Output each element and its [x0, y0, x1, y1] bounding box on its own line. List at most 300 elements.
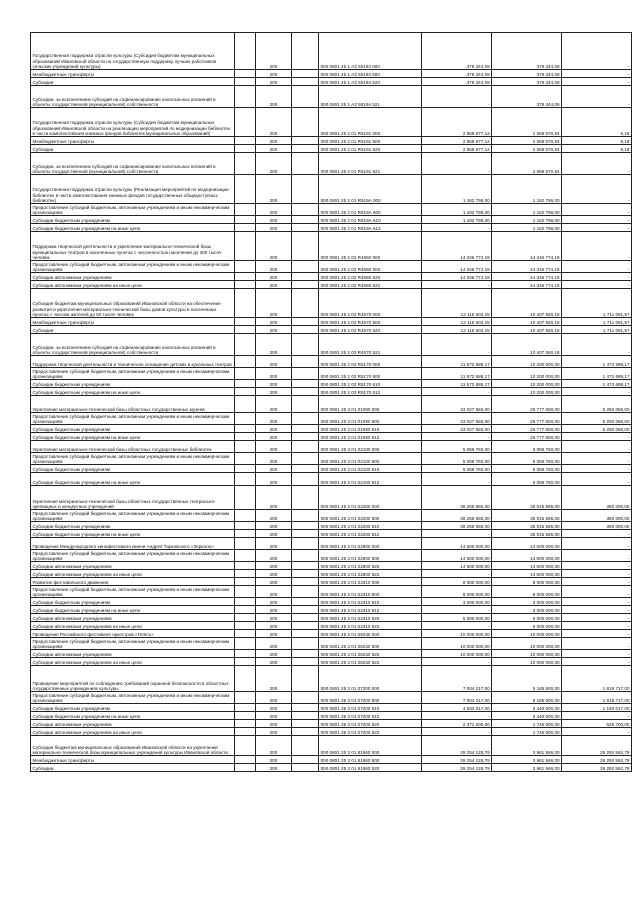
budget-classification-code-cell: 000 0801 25 3 01 02200 600	[319, 510, 422, 522]
empty-cell	[235, 78, 255, 86]
line-code-cell: 200	[255, 70, 292, 78]
expense-name-cell: Государственная поддержка отрасли культуры (Субсидия бюджетам муниципальных образований Ивановской области на реализацию мероприятий по модернизации библиотек в части комплектования книжных фондов библиотек муниципальных образований)	[31, 108, 235, 137]
empty-cell	[235, 510, 255, 522]
table-row	[31, 666, 632, 692]
empty-cell	[292, 630, 319, 638]
table-row	[31, 441, 632, 453]
budget-classification-code-cell: 000 0801 25 3 01 03310 610	[319, 598, 422, 606]
expense-name-cell: Предоставление субсидий бюджетным, автономным учреждениям и иным некоммерческим организациям	[31, 413, 235, 425]
budget-classification-code-cell: 000 0801 25 3 01 07200 612	[319, 712, 422, 720]
executed-amount-cell: 3 961 566,00	[492, 756, 562, 764]
unexecuted-amount-cell: 1 472 688,17	[562, 356, 632, 368]
unexecuted-amount-cell: -	[562, 453, 632, 465]
empty-cell	[235, 630, 255, 638]
approved-amount-cell: 36 265 665,00	[422, 510, 492, 522]
executed-amount-cell: 5 059 760,00	[492, 465, 562, 473]
budget-classification-code-cell: 000 0801 25 3 01 07200 622	[319, 728, 422, 736]
budget-classification-code-cell: 000 0801 25 3 01 02800 600	[319, 550, 422, 562]
budget-classification-code-cell: 000 0801 25 3 01 81960 000	[319, 736, 422, 756]
empty-cell	[235, 650, 255, 658]
executed-amount-cell: 3 961 566,00	[492, 764, 562, 772]
expense-name-cell: Субсидии бюджетным учреждениям на иные цели	[31, 433, 235, 441]
table-row	[31, 396, 632, 413]
expense-name-cell: Субсидия бюджетам муниципальных образований Ивановской области на укрепление материально-технической базы муниципальных учреждений культуры Ивановской области	[31, 736, 235, 756]
budget-classification-code-cell: 000 0801 25 3 01 02200 000	[319, 486, 422, 510]
unexecuted-amount-cell: -	[562, 273, 632, 281]
approved-amount-cell: -	[422, 388, 492, 396]
unexecuted-amount-cell: -	[562, 570, 632, 578]
expense-name-cell: Государственная поддержка отрасли культуры (Реализация мероприятий по модернизации библиотек в части комплектования книжных фондов государственных общедоступных библиотек)	[31, 175, 235, 204]
empty-cell	[235, 522, 255, 530]
table-row	[31, 289, 632, 318]
unexecuted-amount-cell: -	[562, 562, 632, 570]
line-code-cell: 200	[255, 356, 292, 368]
unexecuted-amount-cell: 1 472 688,17	[562, 368, 632, 380]
empty-cell	[292, 425, 319, 433]
unexecuted-amount-cell: 1 818 717,00	[562, 692, 632, 704]
approved-amount-cell: 1 182 796,00	[422, 175, 492, 204]
approved-amount-cell: 14 600 000,00	[422, 538, 492, 550]
table-row	[31, 638, 632, 650]
budget-classification-code-cell: 000 0801 25 3 01 01090 612	[319, 433, 422, 441]
table-row	[31, 465, 632, 473]
expense-name-cell: Государственная поддержка отрасли культуры (Субсидия бюджетам муниципальных образований Ивановской области на государственную поддержку лучших работников сельских учреждений культуры)	[31, 33, 235, 70]
table-row	[31, 658, 632, 666]
line-code-cell: 200	[255, 153, 292, 175]
empty-cell	[292, 70, 319, 78]
empty-cell	[292, 261, 319, 273]
approved-amount-cell: -	[422, 86, 492, 108]
approved-amount-cell: 1 182 796,00	[422, 204, 492, 216]
empty-cell	[292, 78, 319, 86]
empty-cell	[235, 289, 255, 318]
executed-amount-cell: 14 346 774,19	[492, 273, 562, 281]
table-row	[31, 368, 632, 380]
empty-cell	[292, 281, 319, 289]
line-code-cell: 200	[255, 473, 292, 486]
approved-amount-cell: 36 265 665,00	[422, 522, 492, 530]
empty-cell	[292, 204, 319, 216]
empty-cell	[292, 368, 319, 380]
table-row	[31, 473, 632, 486]
unexecuted-amount-cell: -	[562, 622, 632, 630]
expense-name-cell: Межбюджетные трансферты	[31, 137, 235, 145]
unexecuted-amount-cell: -	[562, 650, 632, 658]
expense-name-cell: Субсидии автономным учреждениям на иные цели	[31, 281, 235, 289]
table-row	[31, 522, 632, 530]
empty-cell	[235, 614, 255, 622]
empty-cell	[235, 413, 255, 425]
table-row	[31, 232, 632, 261]
approved-amount-cell: 7 004 217,00	[422, 692, 492, 704]
expense-name-cell: Субсидии автономным учреждениям на иные цели	[31, 658, 235, 666]
line-code-cell: 200	[255, 441, 292, 453]
expense-name-cell: Предоставление субсидий бюджетным, автономным учреждениям и иным некоммерческим организациям	[31, 586, 235, 598]
expense-name-cell: Предоставление субсидий бюджетным, автономным учреждениям и иным некоммерческим организациям	[31, 638, 235, 650]
empty-cell	[292, 736, 319, 756]
executed-amount-cell: 14 600 000,00	[492, 550, 562, 562]
executed-amount-cell: 5 000 000,00	[492, 614, 562, 622]
executed-amount-cell: 10 200 000,00	[492, 356, 562, 368]
expense-name-cell: Субсидии бюджетным учреждениям на иные цели	[31, 473, 235, 486]
unexecuted-amount-cell: -	[562, 530, 632, 538]
unexecuted-amount-cell: -	[562, 334, 632, 356]
line-code-cell: 200	[255, 145, 292, 153]
line-code-cell: 200	[255, 465, 292, 473]
budget-classification-code-cell: 000 0801 25 3 01 02200 612	[319, 530, 422, 538]
expense-name-cell: Субсидии бюджетным учреждениям	[31, 425, 235, 433]
executed-amount-cell: 1 182 796,00	[492, 224, 562, 232]
approved-amount-cell: 33 027 666,00	[422, 396, 492, 413]
approved-amount-cell: 10 000 000,00	[422, 630, 492, 638]
expense-name-cell: Субсидии бюджетным учреждениям на иные цели	[31, 606, 235, 614]
empty-cell	[235, 578, 255, 586]
executed-amount-cell: 3 440 000,00	[492, 704, 562, 712]
line-code-cell: 200	[255, 232, 292, 261]
empty-cell	[292, 388, 319, 396]
budget-classification-code-cell: 000 0801 25 3 01 01090 600	[319, 413, 422, 425]
line-code-cell: 200	[255, 570, 292, 578]
empty-cell	[235, 396, 255, 413]
line-code-cell: 200	[255, 318, 292, 326]
executed-amount-cell: 378 344,09	[492, 70, 562, 78]
table-row	[31, 570, 632, 578]
table-row	[31, 70, 632, 78]
empty-cell	[292, 606, 319, 614]
empty-cell	[292, 756, 319, 764]
approved-amount-cell: 2 659 677,12	[422, 108, 492, 137]
empty-cell	[235, 224, 255, 232]
executed-amount-cell: 26 777 600,00	[492, 425, 562, 433]
unexecuted-amount-cell: 350 000,00	[562, 522, 632, 530]
budget-classification-code-cell: 000 0801 25 3 01 02100 600	[319, 453, 422, 465]
approved-amount-cell: 2 659 677,12	[422, 145, 492, 153]
expense-name-cell: Субсидии автономным учреждениям на иные цели	[31, 728, 235, 736]
table-row	[31, 425, 632, 433]
unexecuted-amount-cell: 6,18	[562, 137, 632, 145]
table-row	[31, 622, 632, 630]
empty-cell	[235, 570, 255, 578]
executed-amount-cell: 26 777 600,00	[492, 433, 562, 441]
table-row	[31, 586, 632, 598]
executed-amount-cell: 10 200 000,00	[492, 380, 562, 388]
approved-amount-cell: 8 000 000,00	[422, 578, 492, 586]
line-code-cell: 200	[255, 720, 292, 728]
line-code-cell: 200	[255, 326, 292, 334]
empty-cell	[292, 380, 319, 388]
approved-amount-cell: 12 118 602,15	[422, 289, 492, 318]
empty-cell	[292, 153, 319, 175]
expense-name-cell: Укрепление материально-технической базы областных государственных библиотек	[31, 441, 235, 453]
expense-name-cell: Укрепление материально-технической базы областных государственных театрально-зрелищных и концертных учреждений	[31, 486, 235, 510]
line-code-cell: 200	[255, 666, 292, 692]
approved-amount-cell: 14 346 774,19	[422, 261, 492, 273]
approved-amount-cell: 11 672 688,17	[422, 356, 492, 368]
budget-classification-code-cell: 000 0801 25 2 01 R519А 000	[319, 175, 422, 204]
approved-amount-cell: 14 346 774,19	[422, 232, 492, 261]
budget-classification-code-cell: 000 0801 25 1 А2 55194 520	[319, 78, 422, 86]
budget-classification-code-cell: 000 0801 25 3 01 02100 000	[319, 441, 422, 453]
table-row	[31, 562, 632, 570]
unexecuted-amount-cell: -	[562, 441, 632, 453]
expense-name-cell: Субсидии, за исключением субсидий на софинансирование капитальных вложений в объекты государственной (муниципальной) собственности	[31, 334, 235, 356]
unexecuted-amount-cell: 6,18	[562, 108, 632, 137]
empty-cell	[292, 413, 319, 425]
executed-amount-cell: 10 200 000,00	[492, 368, 562, 380]
line-code-cell: 200	[255, 756, 292, 764]
empty-cell	[292, 764, 319, 772]
unexecuted-amount-cell: -	[562, 473, 632, 486]
executed-amount-cell: 3 000 000,00	[492, 598, 562, 606]
unexecuted-amount-cell: 1 711 051,97	[562, 318, 632, 326]
executed-amount-cell: 35 915 665,00	[492, 522, 562, 530]
line-code-cell: 200	[255, 658, 292, 666]
expense-name-cell: Предоставление субсидий бюджетным, автономным учреждениям и иным некоммерческим организациям	[31, 261, 235, 273]
table-row	[31, 145, 632, 153]
empty-cell	[235, 453, 255, 465]
expense-name-cell: Субсидии	[31, 145, 235, 153]
approved-amount-cell: 10 000 000,00	[422, 638, 492, 650]
empty-cell	[292, 666, 319, 692]
empty-cell	[235, 736, 255, 756]
empty-cell	[235, 137, 255, 145]
approved-amount-cell: -	[422, 433, 492, 441]
table-row	[31, 606, 632, 614]
empty-cell	[235, 273, 255, 281]
table-row	[31, 175, 632, 204]
line-code-cell: 200	[255, 368, 292, 380]
empty-cell	[235, 692, 255, 704]
approved-amount-cell: -	[422, 224, 492, 232]
expense-name-cell: Субсидии бюджетным учреждениям	[31, 216, 235, 224]
executed-amount-cell: 1 745 500,00	[492, 720, 562, 728]
empty-cell	[235, 666, 255, 692]
empty-cell	[235, 441, 255, 453]
empty-cell	[235, 368, 255, 380]
executed-amount-cell: 5 185 500,00	[492, 692, 562, 704]
approved-amount-cell: 5 059 760,00	[422, 465, 492, 473]
unexecuted-amount-cell: -	[562, 550, 632, 562]
executed-amount-cell: 26 777 600,00	[492, 396, 562, 413]
unexecuted-amount-cell: 1 711 051,97	[562, 289, 632, 318]
budget-classification-code-cell: 000 0801 25 2 01 R519А 610	[319, 216, 422, 224]
approved-amount-cell: 4 633 017,00	[422, 704, 492, 712]
approved-amount-cell: 7 004 217,00	[422, 666, 492, 692]
expense-name-cell: Субсидии бюджетным учреждениям	[31, 522, 235, 530]
empty-cell	[235, 473, 255, 486]
empty-cell	[292, 658, 319, 666]
empty-cell	[292, 473, 319, 486]
expense-name-cell: Субсидии, за исключением субсидий на софинансирование капитальных вложений в объекты государственной (муниципальной) собственности	[31, 86, 235, 108]
approved-amount-cell: -	[422, 728, 492, 736]
empty-cell	[235, 318, 255, 326]
executed-amount-cell: 10 407 550,18	[492, 334, 562, 356]
table-row	[31, 108, 632, 137]
line-code-cell: 200	[255, 614, 292, 622]
line-code-cell: 200	[255, 704, 292, 712]
unexecuted-amount-cell: -	[562, 614, 632, 622]
approved-amount-cell: -	[422, 281, 492, 289]
unexecuted-amount-cell: -	[562, 465, 632, 473]
budget-classification-code-cell: 000 0801 25 2 02 R4670 521	[319, 334, 422, 356]
unexecuted-amount-cell: 6,18	[562, 145, 632, 153]
unexecuted-amount-cell: 350 000,00	[562, 510, 632, 522]
budget-classification-code-cell: 000 0801 25 3 01 01090 610	[319, 425, 422, 433]
executed-amount-cell: 35 915 665,00	[492, 530, 562, 538]
expense-name-cell: Субсидии бюджетным учреждениям	[31, 465, 235, 473]
unexecuted-amount-cell: -	[562, 175, 632, 204]
table-row	[31, 224, 632, 232]
approved-amount-cell: 29 254 128,79	[422, 756, 492, 764]
expense-name-cell: Межбюджетные трансферты	[31, 318, 235, 326]
expense-name-cell: Субсидии автономным учреждениям	[31, 720, 235, 728]
budget-classification-code-cell: 000 0801 25 3 01 03310 622	[319, 622, 422, 630]
unexecuted-amount-cell: -	[562, 586, 632, 598]
approved-amount-cell: -	[422, 622, 492, 630]
expense-name-cell: Укрепление материально-технической базы областных государственных музеев	[31, 396, 235, 413]
budget-classification-code-cell: 000 0801 25 2 02 R4670 000	[319, 289, 422, 318]
expense-name-cell: Проведение мероприятий по соблюдению требований охранной безопасности в областных государственных учреждениях культуры	[31, 666, 235, 692]
expense-name-cell: Предоставление субсидий бюджетным, автономным учреждениям и иным некоммерческим организациям	[31, 204, 235, 216]
budget-classification-code-cell: 000 0801 25 2 02 R4670 500	[319, 318, 422, 326]
empty-cell	[292, 586, 319, 598]
approved-amount-cell: 5 059 760,00	[422, 453, 492, 465]
approved-amount-cell: -	[422, 606, 492, 614]
unexecuted-amount-cell: 1 193 017,00	[562, 704, 632, 712]
expense-name-cell: Поддержка творческой деятельности и техническое оснащение детских и кукольных театров	[31, 356, 235, 368]
line-code-cell: 200	[255, 764, 292, 772]
executed-amount-cell: 26 777 600,00	[492, 413, 562, 425]
line-code-cell: 200	[255, 86, 292, 108]
unexecuted-amount-cell: 625 700,00	[562, 720, 632, 728]
empty-cell	[292, 550, 319, 562]
budget-classification-code-cell: 000 0801 25 3 01 03310 000	[319, 578, 422, 586]
table-row	[31, 380, 632, 388]
executed-amount-cell: 10 407 550,18	[492, 289, 562, 318]
budget-classification-code-cell: 000 0801 25 3 01 07200 620	[319, 720, 422, 728]
executed-amount-cell: 10 000 000,00	[492, 638, 562, 650]
empty-cell	[235, 108, 255, 137]
unexecuted-amount-cell: 25 292 562,79	[562, 764, 632, 772]
line-code-cell: 200	[255, 736, 292, 756]
approved-amount-cell: 14 346 774,19	[422, 273, 492, 281]
empty-cell	[235, 380, 255, 388]
empty-cell	[292, 224, 319, 232]
line-code-cell: 200	[255, 453, 292, 465]
empty-cell	[292, 530, 319, 538]
table-row	[31, 86, 632, 108]
budget-execution-table	[30, 32, 632, 772]
empty-cell	[235, 334, 255, 356]
expense-name-cell: Межбюджетные трансферты	[31, 70, 235, 78]
expense-name-cell: Предоставление субсидий бюджетным, автономным учреждениям и иным некоммерческим организациям	[31, 510, 235, 522]
unexecuted-amount-cell: -	[562, 33, 632, 70]
empty-cell	[292, 145, 319, 153]
line-code-cell: 200	[255, 388, 292, 396]
expense-name-cell: Развитие фестивального движения	[31, 578, 235, 586]
table-row	[31, 356, 632, 368]
table-row	[31, 388, 632, 396]
empty-cell	[292, 728, 319, 736]
empty-cell	[235, 658, 255, 666]
table-row	[31, 204, 632, 216]
approved-amount-cell: 12 118 602,15	[422, 326, 492, 334]
table-row	[31, 598, 632, 606]
approved-amount-cell: 5 000 000,00	[422, 614, 492, 622]
unexecuted-amount-cell: 25 292 562,79	[562, 756, 632, 764]
line-code-cell: 200	[255, 396, 292, 413]
expense-name-cell: Предоставление субсидий бюджетным, автономным учреждениям и иным некоммерческим организациям	[31, 368, 235, 380]
executed-amount-cell: 35 915 665,00	[492, 486, 562, 510]
empty-cell	[292, 108, 319, 137]
approved-amount-cell: -	[422, 712, 492, 720]
empty-cell	[292, 334, 319, 356]
empty-cell	[292, 137, 319, 145]
budget-classification-code-cell: 000 0801 25 2 02 R4660 000	[319, 232, 422, 261]
unexecuted-amount-cell: 6 250 066,00	[562, 396, 632, 413]
table-row	[31, 33, 632, 70]
line-code-cell: 200	[255, 261, 292, 273]
approved-amount-cell: 14 600 000,00	[422, 562, 492, 570]
table-row	[31, 728, 632, 736]
executed-amount-cell: 10 407 550,18	[492, 326, 562, 334]
table-row	[31, 433, 632, 441]
approved-amount-cell: 378 344,09	[422, 33, 492, 70]
line-code-cell: 200	[255, 413, 292, 425]
unexecuted-amount-cell: -	[562, 86, 632, 108]
table-row	[31, 704, 632, 712]
line-code-cell: 200	[255, 289, 292, 318]
line-code-cell: 200	[255, 137, 292, 145]
unexecuted-amount-cell: -	[562, 728, 632, 736]
line-code-cell: 200	[255, 562, 292, 570]
executed-amount-cell: 1 182 796,00	[492, 216, 562, 224]
executed-amount-cell: 35 915 665,00	[492, 510, 562, 522]
empty-cell	[292, 216, 319, 224]
empty-cell	[235, 425, 255, 433]
empty-cell	[235, 530, 255, 538]
empty-cell	[235, 175, 255, 204]
table-row	[31, 736, 632, 756]
table-row	[31, 273, 632, 281]
empty-cell	[292, 704, 319, 712]
empty-cell	[292, 622, 319, 630]
empty-cell	[235, 598, 255, 606]
line-code-cell: 200	[255, 638, 292, 650]
empty-cell	[292, 175, 319, 204]
unexecuted-amount-cell: -	[562, 630, 632, 638]
line-code-cell: 200	[255, 334, 292, 356]
budget-classification-code-cell: 000 0801 25 3 01 06230 000	[319, 630, 422, 638]
executed-amount-cell: 378 344,09	[492, 86, 562, 108]
empty-cell	[235, 232, 255, 261]
unexecuted-amount-cell: 1 818 717,00	[562, 666, 632, 692]
empty-cell	[292, 522, 319, 530]
approved-amount-cell: -	[422, 658, 492, 666]
empty-cell	[292, 289, 319, 318]
empty-cell	[235, 586, 255, 598]
line-code-cell: 200	[255, 108, 292, 137]
line-code-cell: 200	[255, 550, 292, 562]
budget-classification-code-cell: 000 0801 25 3 01 06230 600	[319, 638, 422, 650]
table-row	[31, 137, 632, 145]
line-code-cell: 200	[255, 281, 292, 289]
expense-name-cell: Субсидия бюджетам муниципальных образований Ивановской области на обеспечение развития и укрепления материально-технической базы домов культуры в населенных пунктах с числом жителей до 50 тысяч человек	[31, 289, 235, 318]
empty-cell	[292, 465, 319, 473]
empty-cell	[235, 486, 255, 510]
unexecuted-amount-cell: -	[562, 224, 632, 232]
empty-cell	[235, 326, 255, 334]
